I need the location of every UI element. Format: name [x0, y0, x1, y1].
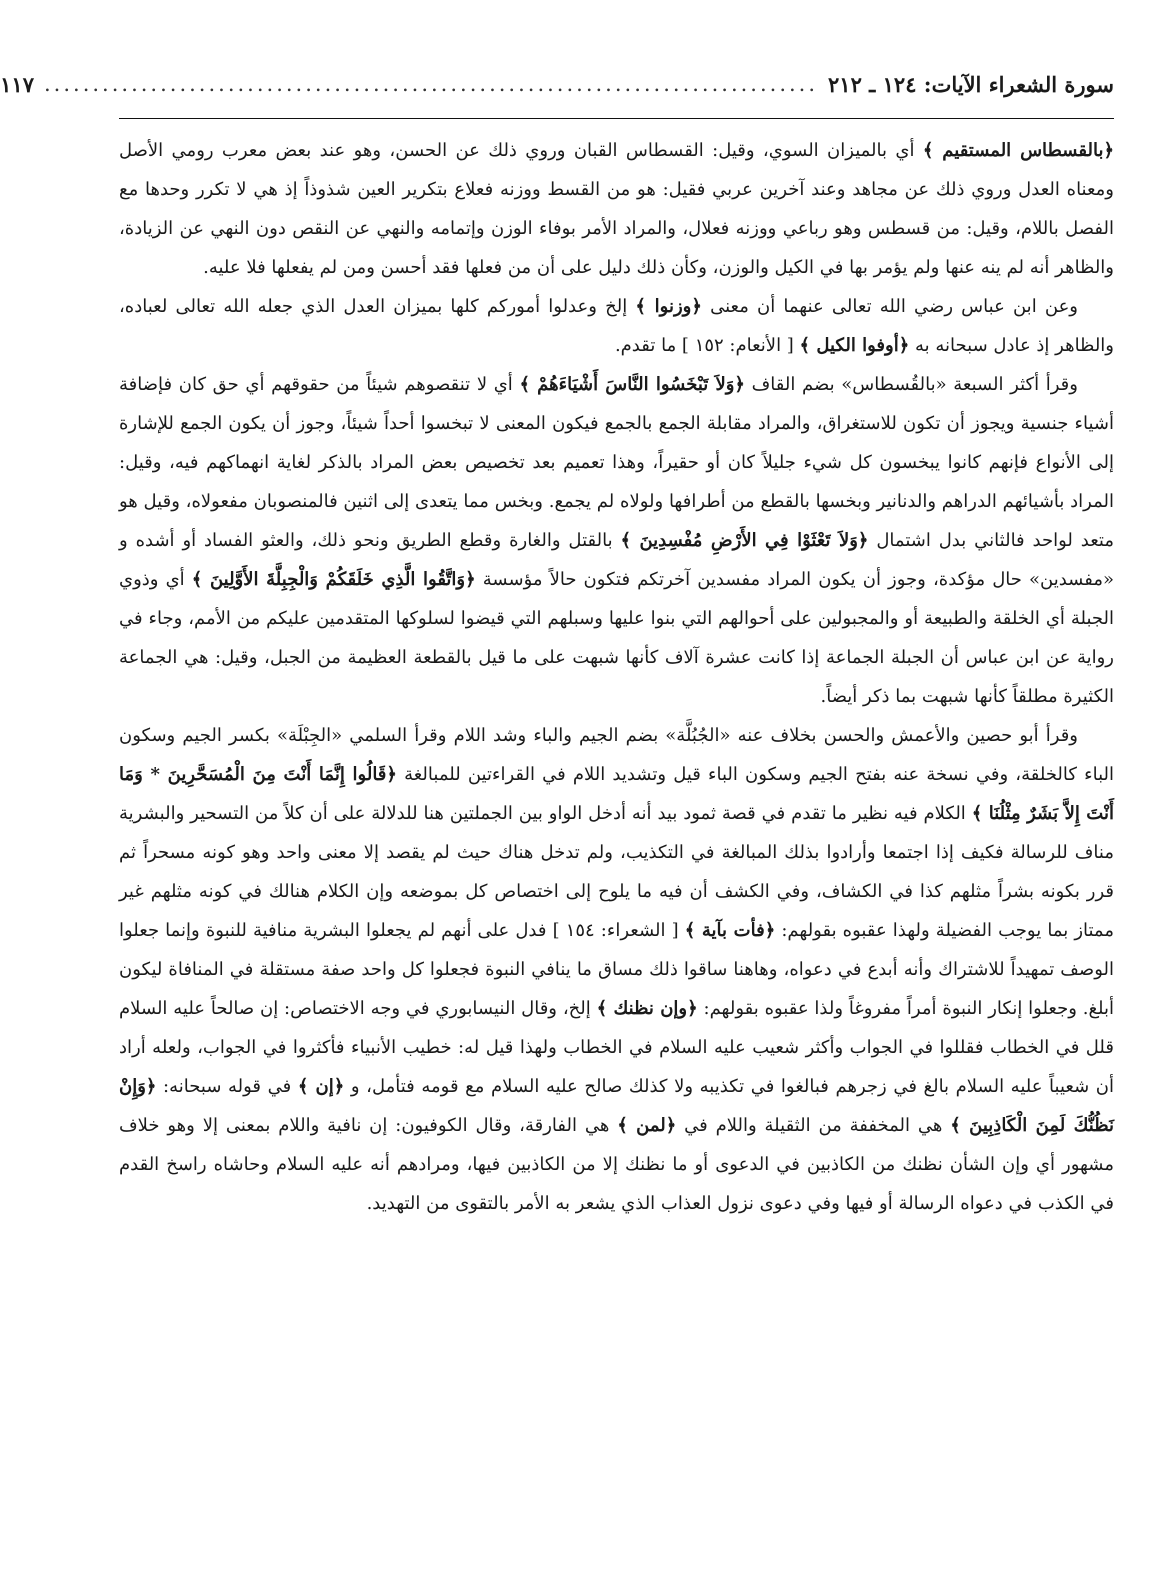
commentary-text: الكلام فيه نظير ما تقدم في قصة ثمود بيد أنه أدخل الواو بين الجملتين هنا للدلالة على أن كلاً من التسحير والبشرية مناف للرسالة فكيف إذا اجتمعا وأرادوا بذلك المبالغة في التكذيب، ولم تدخل هناك حيث لم يقصد إلا معنى واحد وهو كونه مسحراً ثم قرر بكونه بشراً مثلهم كذا في الكشاف، وفي الكشف أن فيه ما يلوح إلى اختصاص كل بموضعه وإن الكلام هنالك في كونه مثلهم غير ممتاز بما يوجب الفضيلة ولهذا عقبوه بقولهم:	[119, 803, 1114, 941]
quran-quote: ﴿وَاتَّقُوا الَّذِي خَلَقَكُمْ وَالْجِبِلَّةَ الأَوَّلِينَ ﴾	[191, 569, 476, 590]
commentary-text: إلخ، وقال النيسابوري في وجه الاختصاص: إن صالحاً عليه السلام قلل في الخطاب فقللوا في الجواب وأكثر شعيب عليه السلام في الخطاب ولهذا قيل له: خطيب الأنبياء فأكثروا في الجواب، ولعله أراد أن شعيباً عليه السلام بالغ في زجرهم فبالغوا في تكذيبه ولا كذلك صالح عليه السلام مع قومه فتأمل، و	[119, 998, 1114, 1097]
commentary-text: هي الفارقة، وقال الكوفيون: إن نافية واللام بمعنى إلا وهو خلاف مشهور أي وإن الشأن نظنك من الكاذبين في الدعوى أو ما نظنك إلا من الكاذبين فيها، ومرادهم أنه عليه السلام وحاشاه راسخ القدم في الكذب في دعواه الرسالة أو فيها وفي دعوى نزول العذاب الذي يشعر به الأمر بالتقوى من التهديد.	[119, 1115, 1114, 1214]
commentary-text: إلخ وعدلوا أموركم كلها بميزان العدل الذي جعله الله تعالى لعباده، والظاهر إذ عادل سبحانه به	[119, 296, 1114, 356]
commentary-text: أي بالميزان السوي، وقيل: القسطاس القبان وروي ذلك عن الحسن، وهو عند بعض معرب رومي الأصل ومعناه العدل وروي ذلك عن مجاهد وعند آخرين عربي فقيل: هو من القسط ووزنه فعلاع بتكرير العين شذوذاً إذ هي لا تكرر وحدها مع الفصل باللام، وقيل: من قسطس وهو رباعي ووزنه فعلال، والمراد الأمر بوفاء الوزن وإتمامه والنهي عن النقص دون النهي عن الزيادة، والظاهر أنه لم ينه عنها ولم يؤمر بها في الكيل والوزن، وكأن ذلك دليل على أن من فعلها فقد أحسن ومن لم يفعلها فلا عليه.	[119, 140, 1114, 278]
quran-quote: ﴿إن ﴾	[297, 1076, 345, 1097]
quran-quote: ﴿قَالُوا إِنَّمَا أَنْتَ مِنَ الْمُسَحَّرِينَ * وَمَا أَنْتَ إِلاَّ بَشَرٌ مِثْلُنَا ﴾	[119, 764, 1114, 824]
commentary-text: أي وذوي الجبلة أي الخلقة والطبيعة أو والمجبولين على أحوالهم التي بنوا عليها وسبلهم التي قيضوا لسلوكها المتقدمين عليكم من الأمم، وجاء في رواية عن ابن عباس أن الجبلة الجماعة إذا كانت عشرة آلاف كأنها شبهت على ما قيل بالقطعة العظيمة من الجبل، وقيل: هي الجماعة الكثيرة مطلقاً كأنها شبهت بما ذكر أيضاً.	[119, 569, 1114, 707]
paragraph	[119, 131, 1114, 287]
quran-quote: ﴿فأت بآية ﴾	[684, 920, 776, 941]
quran-quote: ﴿وزنوا ﴾	[635, 296, 702, 317]
running-header	[0, 64, 1114, 119]
main-text	[119, 131, 1114, 1223]
paragraph	[119, 287, 1114, 365]
commentary-text: بالقتل والغارة وقطع الطريق ونحو ذلك، والعثو الفساد أو أشده و «مفسدين» حال مؤكدة، وجوز أن يكون المراد مفسدين آخرتكم فتكون حالاً مؤسسة	[119, 530, 1115, 590]
paragraph	[119, 365, 1114, 716]
commentary-text: هي المخففة من الثقيلة واللام في	[676, 1115, 951, 1136]
commentary-text: وقرأ أبو حصين والأعمش والحسن بخلاف عنه «الجُبُلَّة» بضم الجيم والباء وشد اللام وقرأ السلمي «الجِبْلَة» بكسر الجيم وسكون الباء كالخلقة، وفي نسخة عنه بفتح الجيم وسكون الباء قيل وتشديد اللام في القراءتين للمبالغة	[119, 725, 1114, 785]
quran-quote: ﴿بالقسطاس المستقيم ﴾	[922, 140, 1114, 161]
surah-title: سورة الشعراء الآيات: ١٢٤ ـ ٢١٢	[828, 71, 1114, 97]
commentary-text: في قوله سبحانه:	[156, 1076, 298, 1097]
quran-quote: ﴿أوفوا الكيل ﴾	[799, 335, 910, 356]
commentary-text: [ الأنعام: ١٥٢ ] ما تقدم.	[614, 335, 800, 356]
leader-dots: ................................................................................	[44, 72, 819, 96]
quran-quote: ﴿لمن ﴾	[617, 1115, 677, 1136]
commentary-text: وقرأ أكثر السبعة «بالقُسطاس» بضم القاف	[744, 374, 1078, 395]
paragraph	[119, 716, 1114, 1223]
page-number: ١١٧	[0, 71, 34, 97]
quran-quote: ﴿وَإِنْ نَظُنُّكَ لَمِنَ الْكَاذِبِينَ ﴾	[119, 1076, 1115, 1136]
quran-quote: ﴿وإن نظنك ﴾	[596, 998, 698, 1019]
commentary-text: [ الشعراء: ١٥٤ ] فدل على أنهم لم يجعلوا البشرية منافية للنبوة وإنما جعلوا الوصف تمهيداً للاشتراك وأنه أبدع في دعواه، وهاهنا ساقوا ذلك مساق ما ينافي النبوة فجعلوا كل واحد صفة مستقلة في المنافاة ليكون أبلغ. وجعلوا إنكار النبوة أمراً مفروغاً ولذا عقبوه بقولهم:	[119, 920, 1115, 1019]
commentary-text: وعن ابن عباس رضي الله تعالى عنهما أن معنى	[701, 296, 1079, 317]
commentary-text: أي لا تنقصوهم شيئاً من حقوقهم أي حق كان فإضافة أشياء جنسية ويجوز أن تكون للاستغراق، والمراد مقابلة الجمع بالجمع فيكون المعنى لا تبخسوا أحداً شيئاً، وجوز أن يكون الجمع للإشارة إلى الأنواع فإنهم كانوا يبخسون كل شيء جليلاً كان أو حقيراً، وهذا تعميم بعد تخصيص بعض المراد بالذكر لغاية انهماكهم فيه، وقيل: المراد بأشيائهم الدراهم والدنانير وبخسها بالقطع من أطرافها ولولاه لم يجمع. وبخس مما يتعدى إلى اثنين فالمنصوبان مفعولاه، وقيل هو متعد لواحد فالثاني بدل اشتمال	[119, 374, 1115, 551]
quran-quote: ﴿وَلاَ تَعْثَوْا فِي الأَرْضِ مُفْسِدِينَ ﴾	[620, 530, 869, 551]
quran-quote: ﴿وَلاَ تَبْخَسُوا النَّاسَ أَشْيَاءَهُمْ ﴾	[519, 374, 745, 395]
